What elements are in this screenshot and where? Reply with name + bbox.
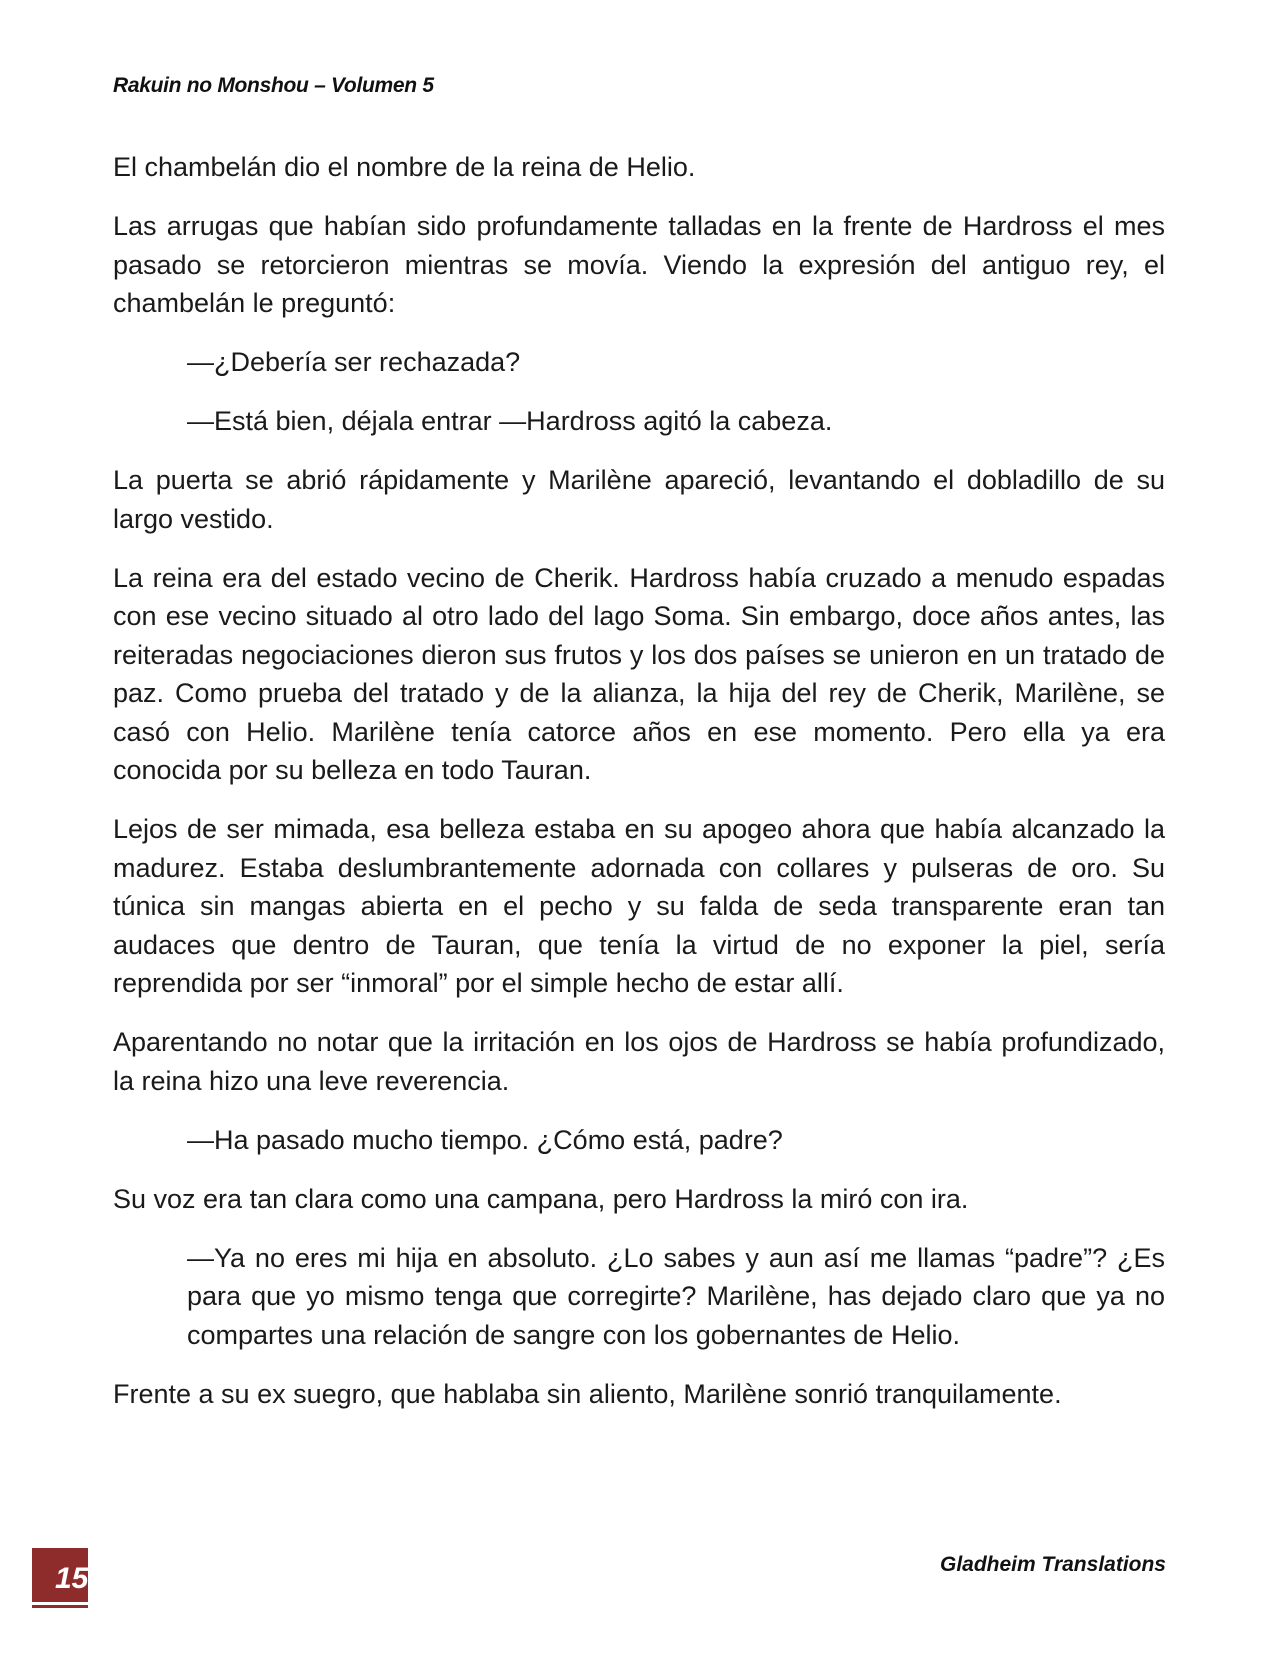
dialogue-line: —Ya no eres mi hija en absoluto. ¿Lo sabes y aun así me llamas “padre”? ¿Es para que yo mismo tenga que corregirte? Marilène, has dejado claro que ya no compartes una relación de sangre con los gobernantes de Helio.	[187, 1242, 1165, 1350]
dialogue-line: —Ha pasado mucho tiempo. ¿Cómo está, padre?	[187, 1124, 783, 1155]
page-number-box	[32, 1548, 88, 1608]
dialogue-line: —¿Debería ser rechazada?	[187, 347, 521, 377]
paragraph: Su voz era tan clara como una campana, pero Hardross la miró con ira.	[113, 1183, 969, 1214]
paragraph: Frente a su ex suegro, que hablaba sin aliento, Marilène sonrió tranquilamente.	[113, 1378, 1062, 1409]
page-body	[113, 148, 1165, 1434]
footer-brand: Gladheim Translations	[939, 1553, 1166, 1576]
page-number-underline	[32, 1602, 88, 1605]
paragraph: La puerta se abrió rápidamente y Marilène apareció, levantando el dobladillo de su largo vestido.	[113, 465, 1165, 534]
paragraph: Las arrugas que habían sido profundamente talladas en la frente de Hardross el mes pasado se retorcieron mientras se movía. Viendo la expresión del antiguo rey, el chambelán le preguntó:	[113, 211, 1165, 318]
dialogue-line: —Está bien, déjala entrar —Hardross agitó la cabeza.	[187, 406, 833, 436]
paragraph: Aparentando no notar que la irritación en los ojos de Hardross se había profundizado, la reina hizo una leve reverencia.	[113, 1027, 1165, 1096]
page-number: 15	[55, 1562, 88, 1595]
paragraph: Lejos de ser mimada, esa belleza estaba en su apogeo ahora que había alcanzado la madurez. Estaba deslumbrantemente adornada con collares y pulseras de oro. Su túnica sin mangas abierta en el pecho y su falda de seda transparente eran tan audaces que dentro de Tauran, que tenía la virtud de no exponer la piel, sería reprendida por ser “inmoral” por el simple hecho de estar allí.	[113, 814, 1165, 998]
paragraph: La reina era del estado vecino de Cherik. Hardross había cruzado a menudo espadas con ese vecino situado al otro lado del lago Soma. Sin embargo, doce años antes, las reiteradas negociaciones dieron sus frutos y los dos países se unieron en un tratado de paz. Como prueba del tratado y de la alianza, la hija del rey de Cherik, Marilène, se casó con Helio. Marilène tenía catorce años en ese momento. Pero ella ya era conocida por su belleza en todo Tauran.	[113, 562, 1165, 785]
running-header: Rakuin no Monshou – Volumen 5	[113, 74, 434, 97]
paragraph: El chambelán dio el nombre de la reina de Helio.	[113, 152, 696, 182]
